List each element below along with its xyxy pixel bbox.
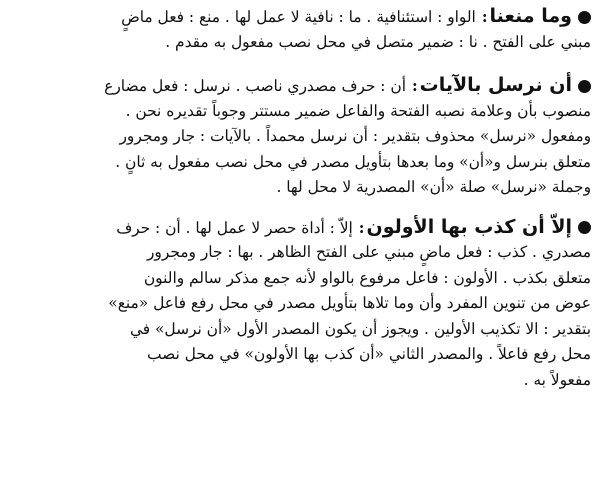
- entry-text-line: بتقدير : الا تكذيب الأولين . ويجوز أن يكون المصدر الأول «أن نرسل» في: [129, 319, 591, 338]
- entry-text-line: متعلق بنرسل و«أن» وما بعدها بتأويل مصدر في محل نصب مفعول به ثانٍ .: [115, 152, 591, 171]
- entry-text-line: منصوب بأن وعلامة نصبه الفتحة والفاعل ضمير مستتر وجوباً تقديره نحن .: [125, 101, 591, 120]
- entry-text-line: إلاّ : أداة حصر لا عمل لها . أن : حرف: [116, 218, 353, 237]
- grammar-entry: [18, 201, 591, 394]
- entry-heading: أن نرسل بالآيات: [419, 74, 572, 96]
- entry-text-line: الواو : استئنافية . ما : نافية لا عمل لها . منع : فعل ماضٍ: [121, 8, 476, 26]
- entry-text-line: محل رفع فاعلاً . والمصدر الثاني «أن كذب بها الأولون» في محل نصب: [147, 345, 591, 363]
- heading-separator: :: [358, 218, 365, 237]
- entry-first-line: [18, 4, 591, 30]
- heading-separator: :: [481, 8, 488, 26]
- entry-heading: إلاّ أن كذب بها الأولون: [366, 215, 572, 238]
- entry-text-line: ومفعول «نرسل» محذوف بتقدير : أن نرسل محمداً . بالآيات : جار ومجرور: [119, 127, 591, 145]
- entry-heading: وما منعنا: [489, 5, 572, 27]
- heading-separator: :: [411, 77, 418, 95]
- entry-text-line: مفعولاً به .: [523, 370, 591, 389]
- grammar-entry: [18, 0, 591, 55]
- entry-text-line: وجملة «نرسل» صلة «أن» المصدرية لا محل لها .: [276, 178, 591, 196]
- entry-text-line: عوض من تنوين المفرد وأن وما تلاها بتأويل مصدر في محل رفع فاعل «منع»: [108, 294, 591, 312]
- entry-text-line: أن : حرف مصدري ناصب . نرسل : فعل مضارع: [104, 77, 406, 95]
- bullet-icon: [578, 80, 591, 93]
- entry-text-line: مبني على الفتح . نا : ضمير متصل في محل نصب مفعول به مقدم .: [165, 32, 591, 51]
- bullet-icon: [578, 221, 591, 234]
- entry-first-line: [18, 73, 591, 99]
- bullet-icon: [578, 11, 591, 24]
- entry-first-line: [18, 215, 591, 241]
- entry-text-line: مصدري . كذب : فعل ماضٍ مبني على الفتح الظاهر . بها : جار ومجرور: [146, 243, 591, 261]
- entry-text-line: متعلق بكذب . الأولون : فاعل مرفوع بالواو لأنه جمع مذكر سالم والنون: [143, 268, 591, 287]
- grammar-entry: [18, 55, 591, 201]
